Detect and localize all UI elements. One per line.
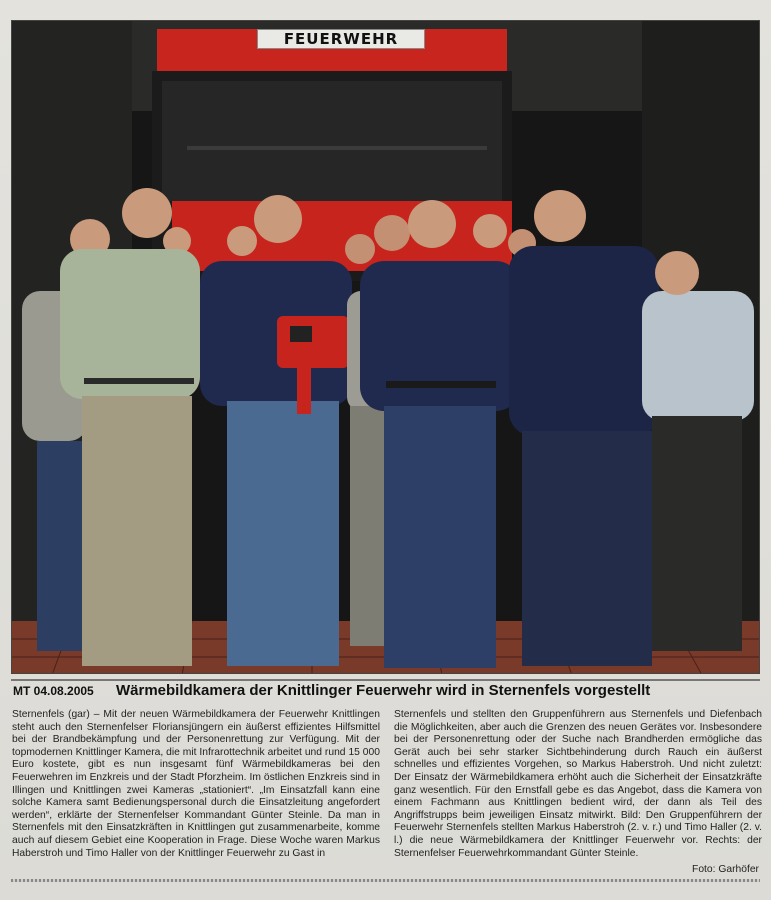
fire-truck-sign: FEUERWEHR [257, 29, 425, 49]
article-column-left: Sternenfels (gar) – Mit der neuen Wärmebildkamera der Feuerwehr Knittlingen steht auch den Sternenfelser Floriansjüngern ein äußerst effizientes Hilfsmittel bei der Brandbekämpfung und der Personenrettung zur Verfügung. Mit der topmodernen Knittlinger Kamera, die mit Infrarottechnik arbeitet und rund 15 000 Euro kostete, gibt es nun insgesamt fünf Wärmebildkameras bei den Feuerwehren im Enzkreis und der Stadt Pforzheim. Im östlichen Enzkreis sind in Illingen und Knittlingen zwei Kameras „stationiert“. „Im Einsatzfall kann eine solche Kamera samt Bedienungspersonal durch die Einsatzleitung angefordert werden“, erklärte der Sternenfelser Kommandant Günter Steinle. Da man in Sternenfels mit den Einsatzkräften in Knittlingen gut zusammenarbeite, komme auch auf diesem Gebiet eine Kooperation in Frage. Diese Woche waren Markus Haberstroh und Timo Haller von der Knittlinger Feuerwehr zu Gast in [12, 709, 380, 859]
article-rule [11, 679, 760, 681]
article-column-right: Sternenfels und stellten den Gruppenführern aus Sternenfels und Diefenbach die Möglichkeiten, aber auch die Grenzen des neuen Gerätes vor. Insbesondere bei der Personenrettung oder der Suche nach Brandherden ermögliche das Gerät auch bei sehr starker Sichtbehinderung durch Rauch ein äußerst schnelles und effizientes Vorgehen, so Markus Haberstroh. Und nicht zuletzt: Der Einsatz der Wärmebildkamera erhöht auch die Sicherheit der Einsatzkräfte ganz wesentlich. Für den Ernstfall gebe es das Angebot, dass die Kamera von einem Fachmann aus Knittlingen bedient wird, der dann als Teil des Angriffstrupps beim jeweiligen Einsatz mitwirkt. Bild: Den Gruppenführern der Feuerwehr Sternenfels stellten Markus Haberstroh (2. v. r.) und Timo Haller (2. v. l.) die neue Wärmebildkamera der Knittlinger Feuerwehr vor. Rechts: der Sternenfelser Feuerwehrkommandant Günter Steinle. [394, 709, 762, 859]
photo-illustration [12, 21, 760, 674]
group-photo [11, 20, 760, 674]
photo-credit: Foto: Garhöfer [692, 864, 759, 875]
bottom-rule [11, 879, 760, 882]
dateline: MT 04.08.2005 [13, 684, 94, 698]
headline: Wärmebildkamera der Knittlinger Feuerwehr wird in Sternenfels vorgestellt [116, 682, 651, 699]
